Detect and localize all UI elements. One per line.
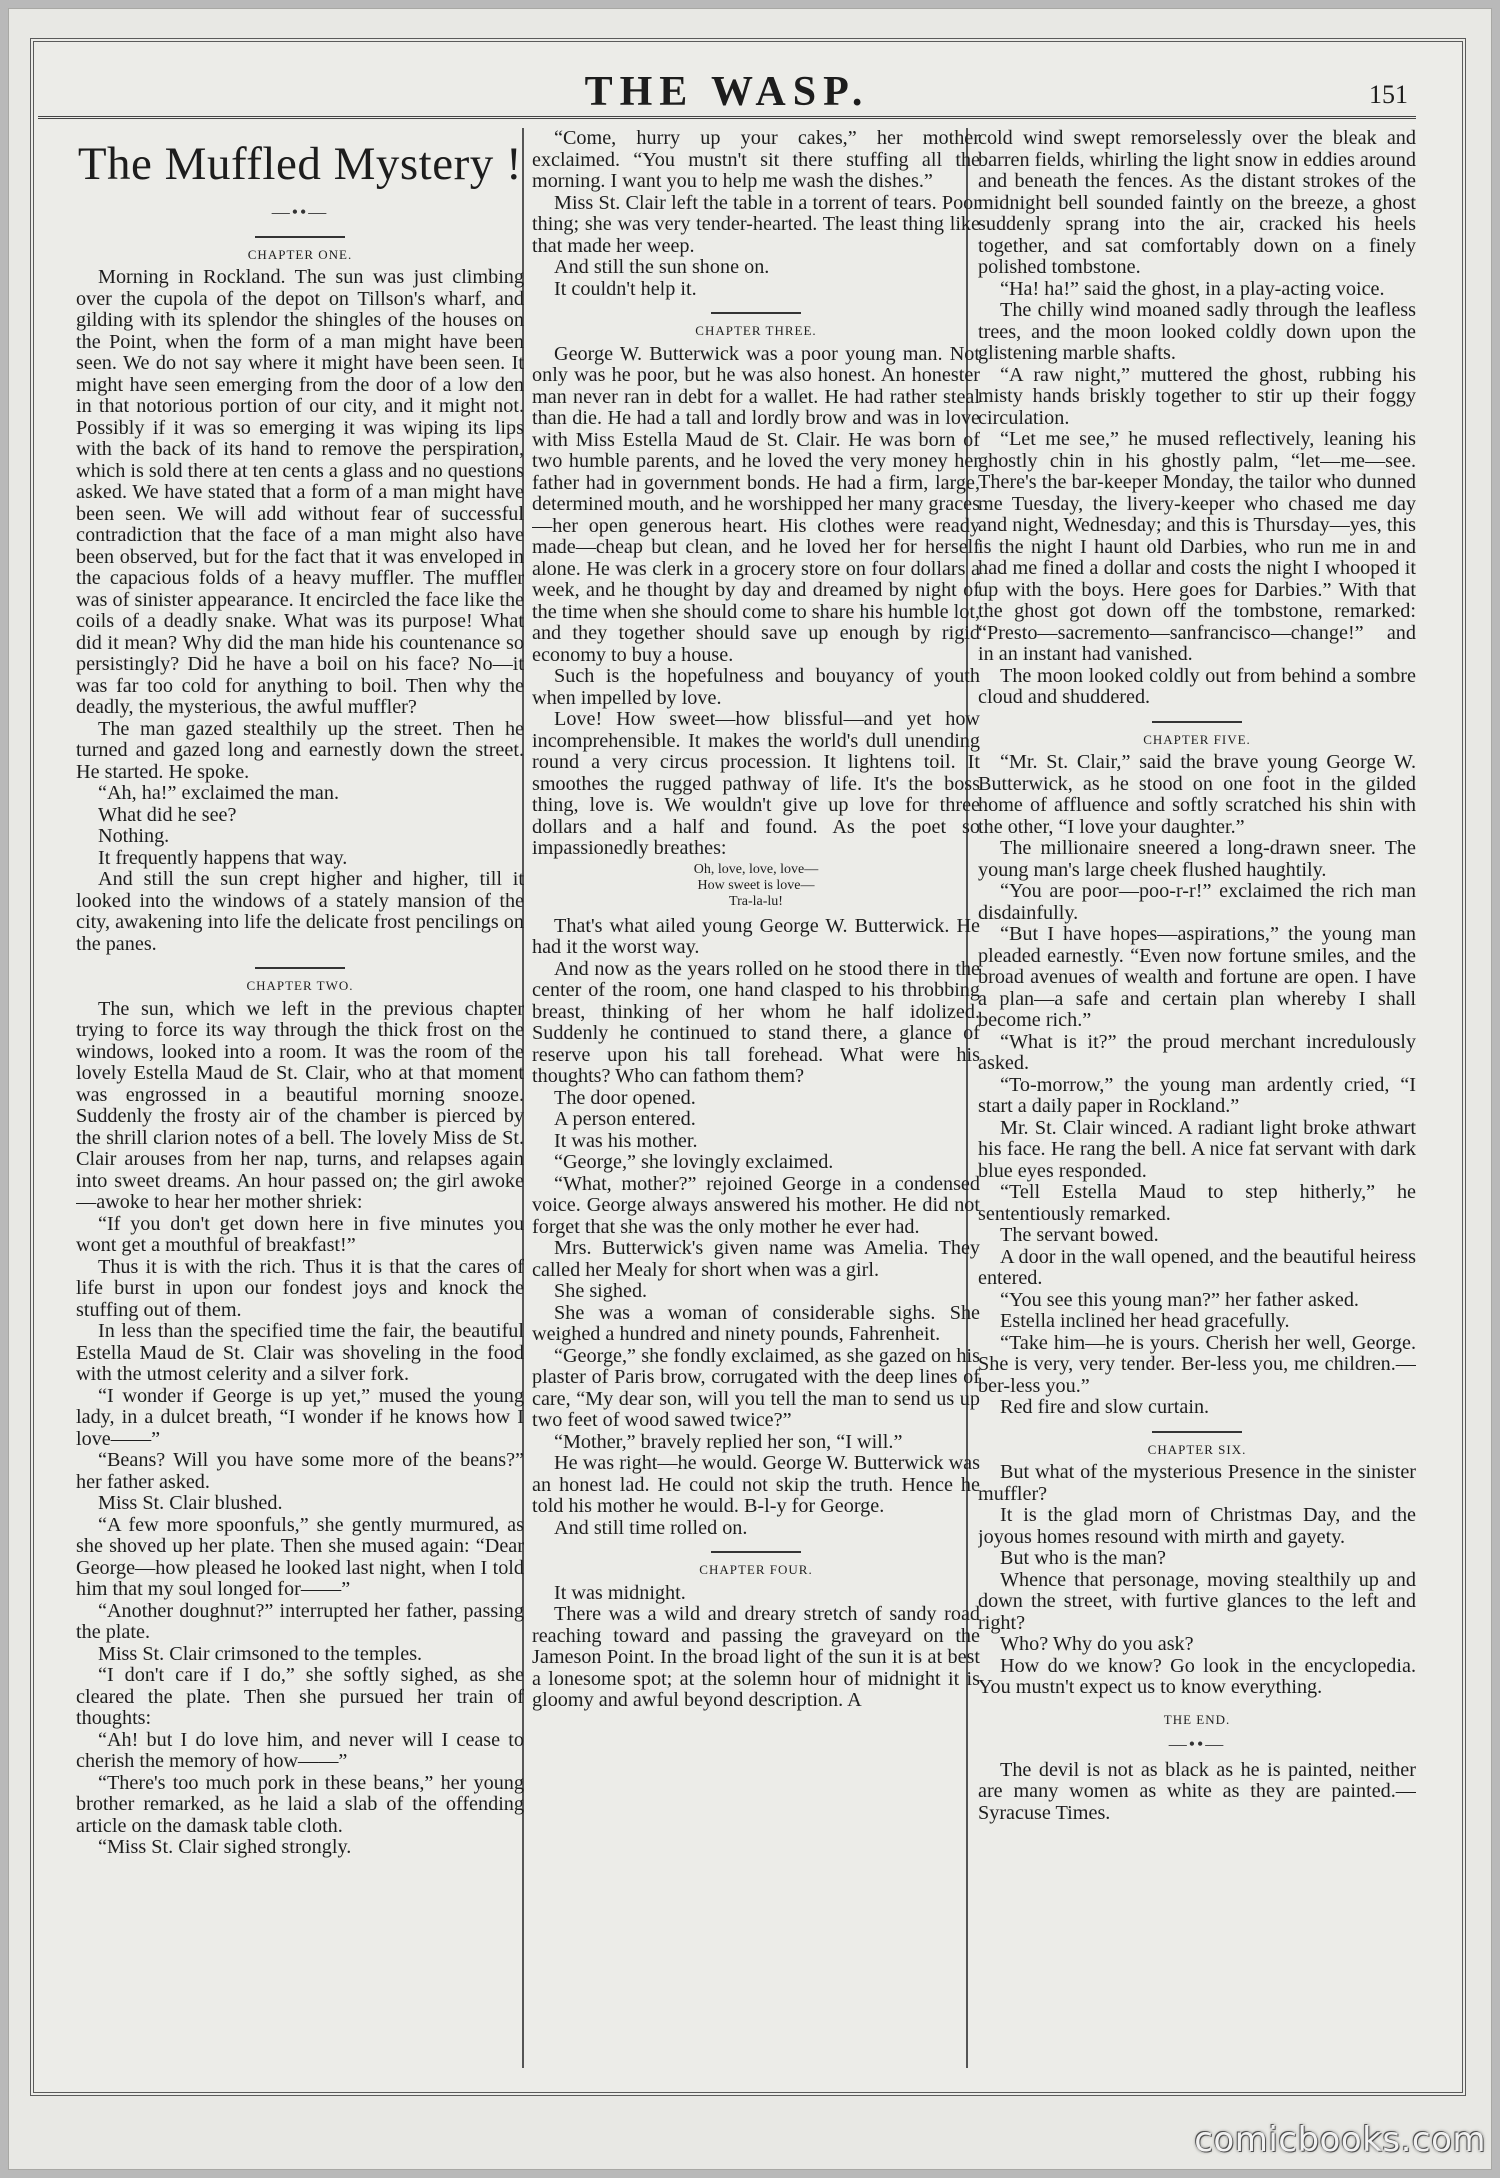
story-title: The Muffled Mystery ! bbox=[77, 138, 523, 190]
paragraph: “Mr. St. Clair,” said the brave young George W. Butterwick, as he stood on one foot in the gilded home of affluence and softly scratched his shin with the other, “I love your daughter.” bbox=[978, 751, 1416, 838]
paragraph: And still time rolled on. bbox=[554, 1516, 748, 1539]
paragraph: She was a woman of considerable sighs. She weighed a hundred and ninety pounds, Fahrenheit. bbox=[532, 1301, 980, 1345]
paragraph: But who is the man? bbox=[1000, 1547, 1166, 1569]
chapter-heading: CHAPTER FIVE. bbox=[978, 721, 1416, 751]
paragraph: Red fire and slow curtain. bbox=[1000, 1396, 1210, 1418]
paragraph: Such is the hopefulness and bouyancy of youth when impelled by love. bbox=[532, 665, 980, 709]
masthead bbox=[38, 66, 1416, 119]
verse-line: Tra-la-lu! bbox=[729, 893, 783, 909]
paragraph: Miss St. Clair left the table in a torrent of tears. Poor thing; she was very tender-hearted. The least thing like that made her weep. bbox=[532, 191, 980, 257]
paragraph: What did he see? bbox=[98, 803, 237, 826]
paragraph: Whence that personage, moving stealthily up and down the street, with furtive glances to the left and right? bbox=[978, 1568, 1416, 1634]
paragraph: And now as the years rolled on he stood there in the center of the room, one hand clasped to his throbbing breast, thinking of her whom he half idolized. Suddenly he continued to stand there, a glance of reserve upon his tall forehead. What were his thoughts? Who can fathom them? bbox=[532, 957, 980, 1087]
paragraph: “George,” she lovingly exclaimed. bbox=[554, 1151, 834, 1173]
paragraph: The devil is not as black as he is painted, neither are many women as white as they are painted.—Syracuse Times. bbox=[978, 1758, 1416, 1824]
paragraph: “What is it?” the proud merchant incredulously asked. bbox=[978, 1030, 1416, 1074]
verse bbox=[532, 862, 980, 910]
chapter-heading: CHAPTER FOUR. bbox=[532, 1551, 980, 1581]
watermark: comicbooks.com bbox=[1194, 2120, 1486, 2160]
paragraph: Thus it is with the rich. Thus it is that the cares of life burst in upon our fondest joys and knock the stuffing out of them. bbox=[76, 1255, 524, 1321]
paragraph: It couldn't help it. bbox=[554, 277, 697, 300]
paragraph: “Ah, ha!” exclaimed the man. bbox=[98, 782, 340, 804]
paragraph: “To-morrow,” the young man ardently cried, “I start a daily paper in Rockland.” bbox=[978, 1073, 1416, 1117]
paragraph: It was his mother. bbox=[554, 1129, 698, 1152]
paragraph: “Take him—he is yours. Cherish her well, George. She is very, very tender. Ber-less you, me children.—ber-less you.” bbox=[978, 1331, 1416, 1397]
paragraph: “Let me see,” he mused reflectively, leaning his ghostly chin in his ghostly palm, “let—me—see. There's the bar-keeper Monday, the tailor who dunned me Tuesday, the livery-keeper who chased me day and night, Wednesday; and this is Thursday—yes, this is the night I haunt old Darbies, who run me in and had me fined a dollar and costs the night I whooped it up with the boys. Here goes for Darbies.” With that the ghost got down off the tombstone, remarked: “Presto—sacremento—sanfrancisco—change!” and in an instant had vanished. bbox=[978, 428, 1416, 665]
end-ornament: —••— bbox=[1168, 1734, 1226, 1754]
paragraph: “Mother,” bravely replied her son, “I will.” bbox=[554, 1430, 903, 1453]
paragraph: But what of the mysterious Presence in the sinister muffler? bbox=[978, 1461, 1416, 1505]
paragraph: “A raw night,” muttered the ghost, rubbing his misty hands briskly together to stir up their foggy circulation. bbox=[978, 363, 1416, 429]
paragraph: A person entered. bbox=[554, 1108, 696, 1130]
paragraph: “I wonder if George is up yet,” mused the young lady, in a dulcet breath, “I wonder if he knows how I love——” bbox=[76, 1384, 524, 1450]
paragraph: “Tell Estella Maud to step hitherly,” he sententiously remarked. bbox=[978, 1181, 1416, 1225]
column-3-body bbox=[978, 128, 1416, 1824]
chapter-heading: CHAPTER TWO. bbox=[76, 967, 524, 997]
title-ornament: —••— bbox=[271, 202, 329, 222]
paragraph: cold wind swept remorselessly over the bleak and barren fields, whirling the light snow in eddies around and beneath the fences. As the distant strokes of the midnight bell sounded faintly on the breeze, a ghost suddenly sprang into the air, cracked his heels together, and sat comfortably down on a finely polished tombstone. bbox=[978, 128, 1416, 278]
paragraph: “Miss St. Clair sighed strongly. bbox=[98, 1836, 352, 1858]
paragraph: The door opened. bbox=[554, 1086, 696, 1109]
paragraph: “Beans? Will you have some more of the beans?” her father asked. bbox=[76, 1449, 524, 1493]
paragraph: “What, mother?” rejoined George in a condensed voice. George always answered his mother. He did not forget that she was the only mother he ever had. bbox=[532, 1172, 980, 1238]
verse-line: How sweet is love— bbox=[697, 877, 815, 893]
paragraph: Estella inclined her head gracefully. bbox=[1000, 1310, 1290, 1332]
paragraph: It frequently happens that way. bbox=[98, 846, 348, 869]
column-3 bbox=[978, 128, 1416, 2068]
paragraph: And still the sun shone on. bbox=[554, 256, 770, 278]
chapter-heading: CHAPTER ONE. bbox=[76, 236, 524, 266]
page-number: 151 bbox=[1369, 80, 1408, 109]
paragraph: It is the glad morn of Christmas Day, and the joyous homes resound with mirth and gayety. bbox=[978, 1504, 1416, 1548]
paragraph: The servant bowed. bbox=[1000, 1224, 1159, 1246]
column-1 bbox=[76, 128, 524, 2068]
paragraph: Morning in Rockland. The sun was just climbing over the cupola of the depot on Tillson's wharf, and gilding with its splendor the shingles of the houses on the Point, when the form of a man might have been seen. We do not say where it might have been seen. It might have seen emerging from the door of a low den in that notorious portion of our city, and it might not. Possibly if it was so emerging it was wiping its lips with the back of its hand to remove the perspiration, which is sold there at ten cents a glass and no questions asked. We have stated that a form of a man might have been seen. We will add without fear of successful contradiction that the face of a man might also have been observed, but for the fact that it was enveloped in the capacious folds of a heavy muffler. The muffler was of sinister appearance. It encircled the face like the coils of a deadly snake. What was its purpose! What did it mean? Why did the man hide his countenance so persistingly? Did he have a boil on his face? No—it was far too cold for anything to boil. Then why the deadly, the mysterious, the awful muffler? bbox=[76, 266, 524, 718]
paragraph: The millionaire sneered a long-drawn sneer. The young man's large cheek flushed haughtily. bbox=[978, 837, 1416, 881]
chapter-heading: CHAPTER SIX. bbox=[978, 1431, 1416, 1461]
paragraph: There was a wild and dreary stretch of sandy road reaching toward and passing the graveyard on the Jameson Point. In the broad light of the sun it is at best a lonesome spot; at the solemn hour of midnight it is gloomy and awful beyond description. A bbox=[532, 1603, 980, 1711]
paragraph: George W. Butterwick was a poor young man. Not only was he poor, but he was also honest. An honester man never ran in debt for a wallet. He had rather steal than die. He had a tall and lordly brow and was in love with Miss Estella Maud de St. Clair. He was born of two humble parents, and he loved the very money her father had in government bonds. He had a firm, large, determined mouth, and he worshipped her many graces—her open generous heart. His clothes were ready made—cheap but clean, and he loved her for herself alone. He was clerk in a grocery store on four dollars a week, and he thought by day and dreamed by night of the time when she should come to share his humble lot, and they together should save up enough by rigid economy to buy a house. bbox=[532, 342, 980, 666]
masthead-title: THE WASP. bbox=[584, 69, 870, 115]
column-2-body bbox=[532, 128, 980, 1712]
paragraph: Nothing. bbox=[98, 825, 170, 847]
paragraph: It was midnight. bbox=[554, 1581, 686, 1604]
paragraph: “Ah! but I do love him, and never will I cease to cherish the memory of how——” bbox=[76, 1728, 524, 1772]
paragraph: “If you don't get down here in five minutes you wont get a mouthful of breakfast!” bbox=[76, 1212, 524, 1256]
paragraph: “Another doughnut?” interrupted her father, passing the plate. bbox=[76, 1599, 524, 1643]
paragraph: Mrs. Butterwick's given name was Amelia. They called her Mealy for short when was a girl. bbox=[532, 1237, 980, 1281]
paragraph: The man gazed stealthily up the street. Then he turned and gazed long and earnestly down the street. He started. He spoke. bbox=[76, 717, 524, 783]
paragraph: He was right—he would. George W. Butterwick was an honest lad. He could not skip the truth. Hence he told his mother he would. B-l-y for George. bbox=[532, 1452, 980, 1517]
paragraph: “I don't care if I do,” she softly sighed, as she cleared the plate. Then she pursued her train of thoughts: bbox=[76, 1664, 524, 1729]
paragraph: “But I have hopes—aspirations,” the young man pleaded earnestly. “Even now fortune smiles, and the broad avenues of wealth and fortune are open. I have a plan—a safe and certain plan whereby I shall become rich.” bbox=[978, 923, 1416, 1031]
paragraph: Miss St. Clair crimsoned to the temples. bbox=[98, 1642, 423, 1665]
the-end-marker: THE END. bbox=[1163, 1711, 1231, 1727]
paragraph: How do we know? Go look in the encyclopedia. You mustn't expect us to know everything. bbox=[978, 1654, 1416, 1698]
paragraph: “A few more spoonfuls,” she gently murmured, as she shoved up her plate. Then she mused again: “Dear George—how pleased he looked last night, when I told him that my soul longed for——” bbox=[76, 1513, 524, 1600]
paragraph: Who? Why do you ask? bbox=[1000, 1633, 1194, 1655]
column-2 bbox=[532, 128, 980, 2068]
paragraph: “Ha! ha!” said the ghost, in a play-acting voice. bbox=[1000, 277, 1385, 300]
paragraph: Miss St. Clair blushed. bbox=[98, 1492, 283, 1514]
paragraph: That's what ailed young George W. Butterwick. He had it the worst way. bbox=[532, 914, 980, 958]
paragraph: The chilly wind moaned sadly through the leafless trees, and the moon looked coldly down upon the glistening marble shafts. bbox=[978, 299, 1416, 364]
paragraph: “Come, hurry up your cakes,” her mother exclaimed. “You mustn't sit there stuffing all the morning. I want you to help me wash the dishes.” bbox=[532, 128, 980, 192]
chapter-heading: CHAPTER THREE. bbox=[532, 312, 980, 342]
paragraph: Love! How sweet—how blissful—and yet how incomprehensible. It makes the world's dull unending round a very circus procession. It lightens toil. It smoothes the rugged pathway of life. It's the boss thing, love is. We wouldn't give up love for three dollars and a half and found. As the poet so impassionedly breathes: bbox=[532, 708, 980, 859]
paragraph: “There's too much pork in these beans,” her young brother remarked, as he laid a slab of the offending article on the damask table cloth. bbox=[76, 1771, 524, 1837]
paragraph: In less than the specified time the fair, the beautiful Estella Maud de St. Clair was shoveling in the food with the utmost celerity and a silver fork. bbox=[76, 1320, 524, 1385]
paragraph: “You are poor—poo-r-r!” exclaimed the rich man disdainfully. bbox=[978, 880, 1416, 924]
paragraph: Mr. St. Clair winced. A radiant light broke athwart his face. He rang the bell. A nice fat servant with dark blue eyes responded. bbox=[978, 1116, 1416, 1182]
paragraph: “George,” she fondly exclaimed, as she gazed on his plaster of Paris brow, corrugated with the deep lines of care, “My dear son, will you tell the man to send us up two feet of wood sawed twice?” bbox=[532, 1344, 980, 1431]
paragraph: A door in the wall opened, and the beautiful heiress entered. bbox=[978, 1245, 1416, 1289]
paragraph: She sighed. bbox=[554, 1280, 648, 1302]
paragraph: The moon looked coldly out from behind a sombre cloud and shuddered. bbox=[978, 664, 1416, 708]
paragraph: And still the sun crept higher and higher, till it looked into the windows of a stately mansion of the city, awakening into life the delicate frost pencilings on the panes. bbox=[76, 868, 524, 955]
verse-line: Oh, love, love, love— bbox=[693, 861, 819, 877]
paragraph: “You see this young man?” her father asked. bbox=[1000, 1288, 1359, 1311]
paragraph: The sun, which we left in the previous chapter trying to force its way through the thick frost on the windows, looked into a room. It was the room of the lovely Estella Maud de St. Clair, who at that moment was engrossed in a beautiful morning snooze. Suddenly the frosty air of the chamber is pierced by the shrill clarion notes of a bell. The lovely Miss de St. Clair arouses from her nap, turns, and relapses again into sweet dreams. An hour passed on; the girl awoke—awoke to hear her mother shriek: bbox=[76, 997, 524, 1213]
column-1-body bbox=[76, 236, 524, 1859]
